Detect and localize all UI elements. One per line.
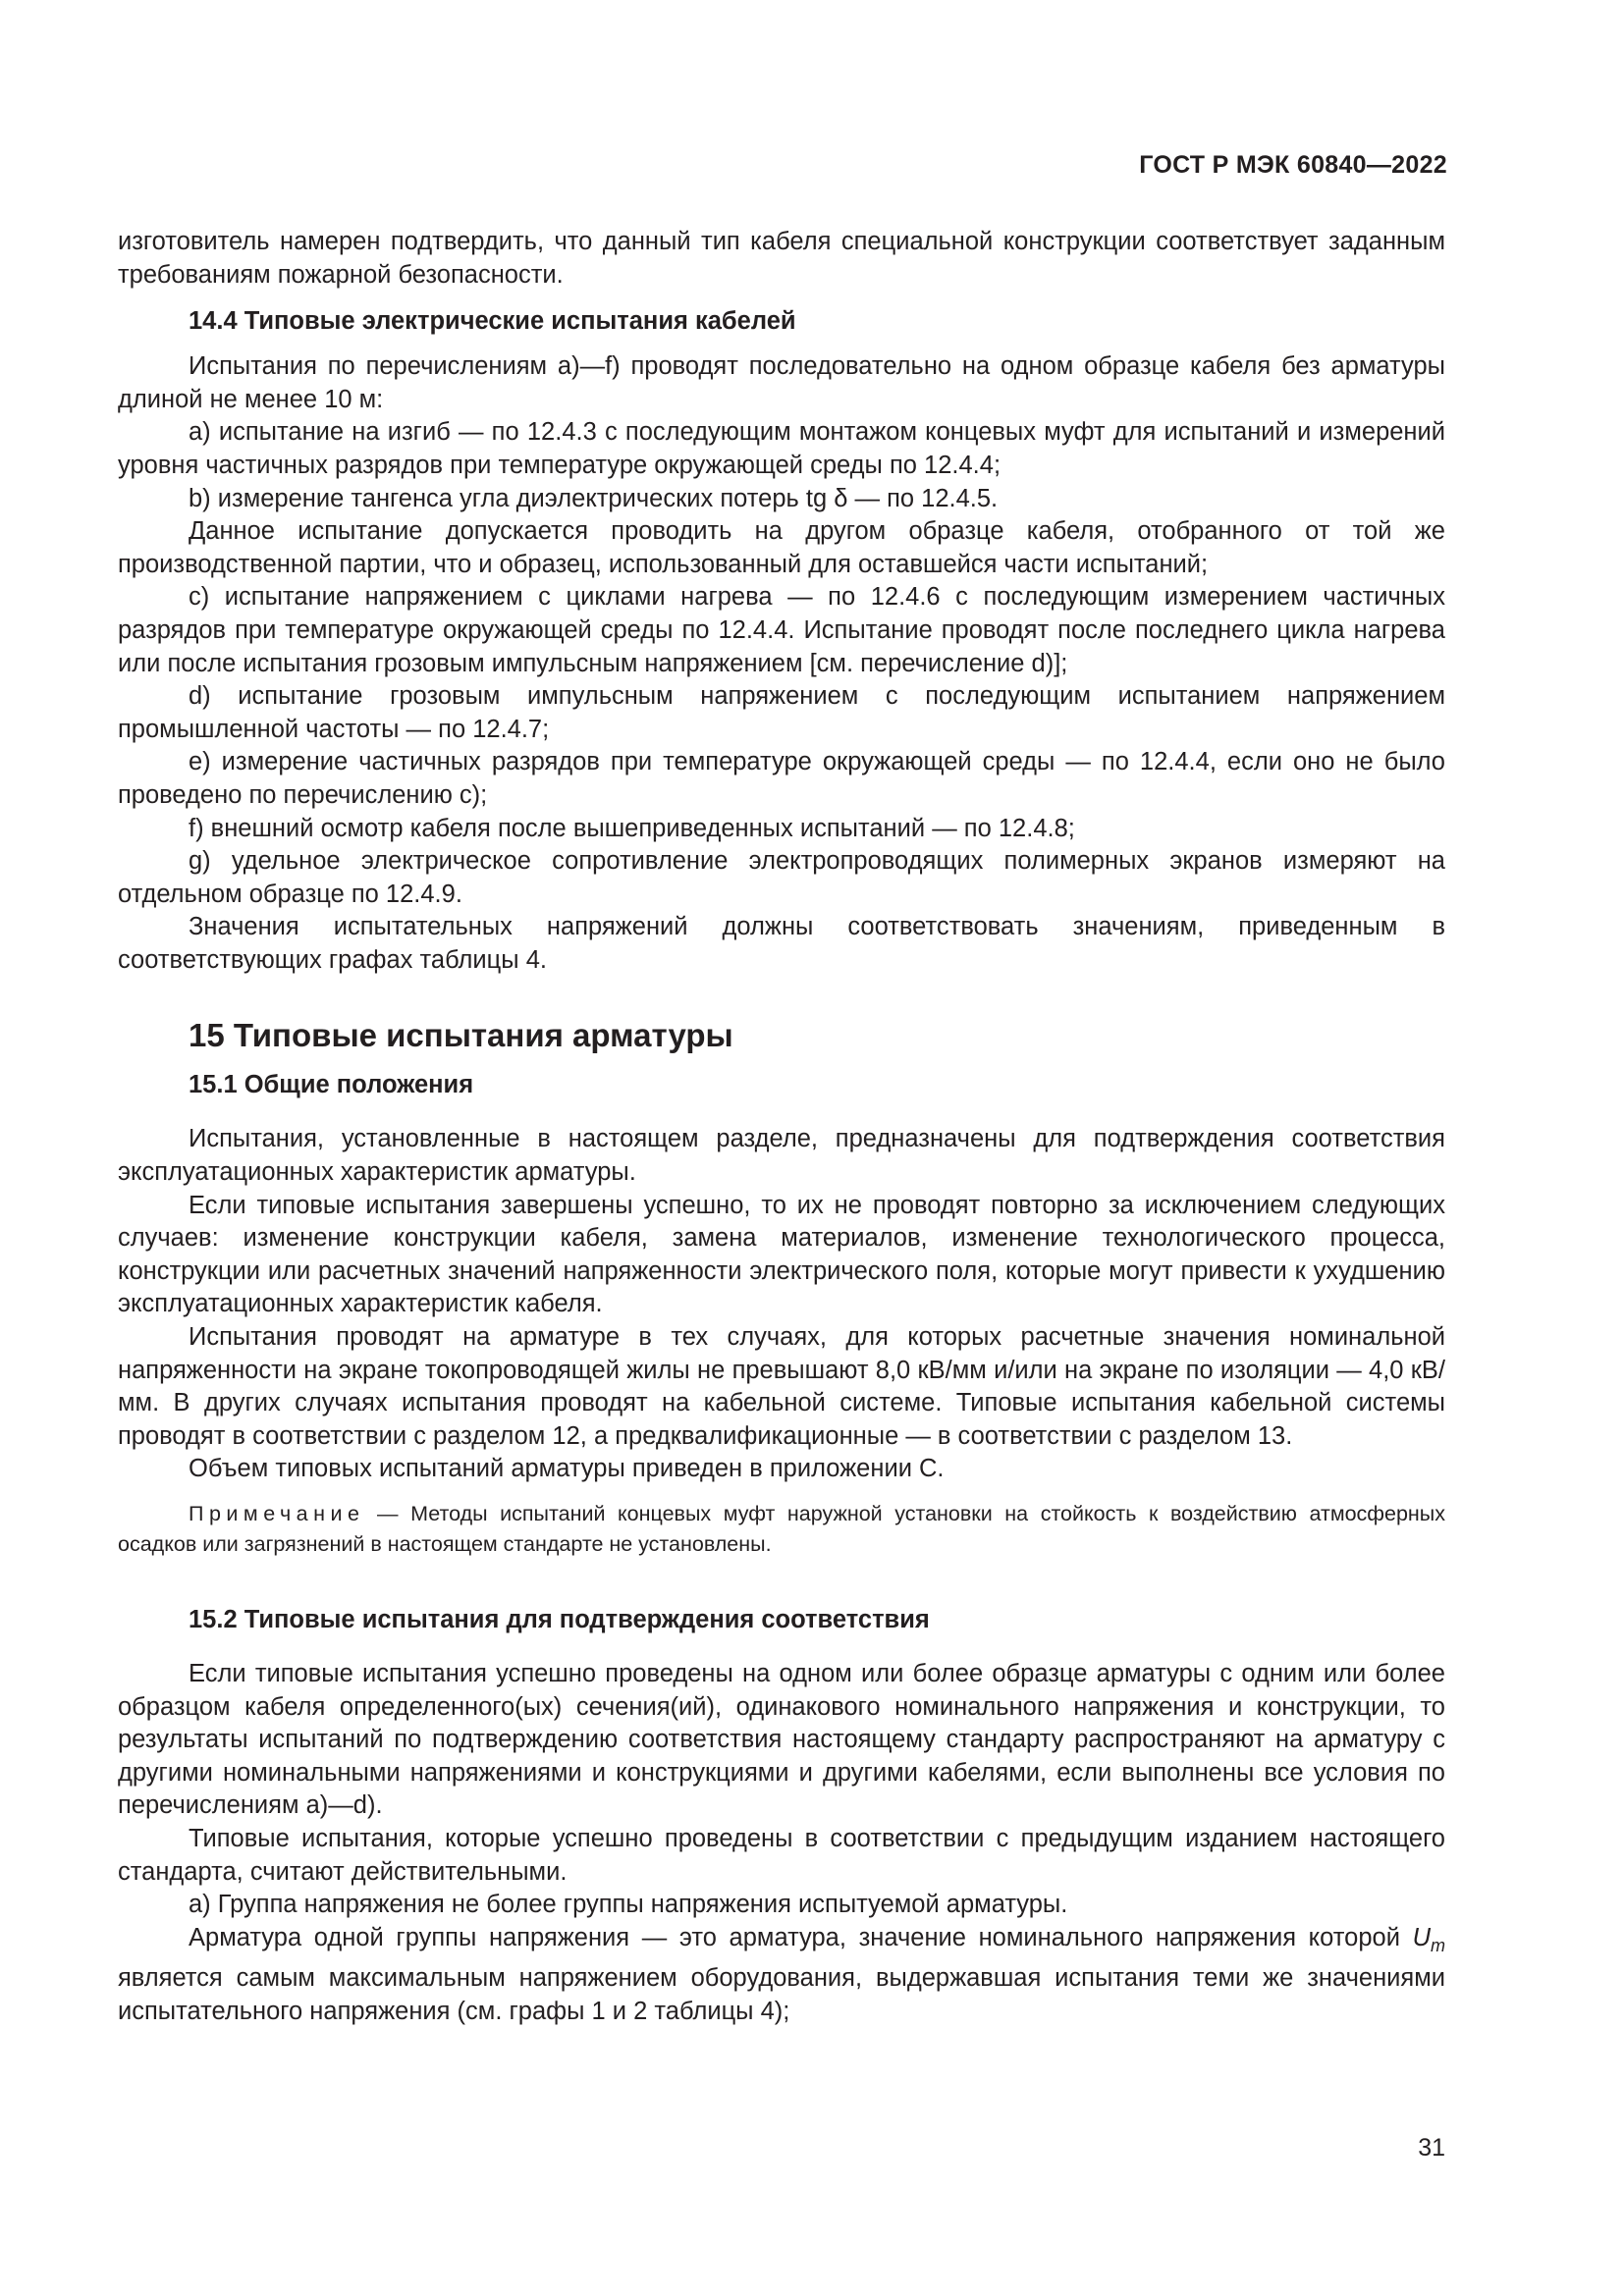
s14-4-item-g: g) удельное электрическое сопротивление электропроводящих полимерных экранов измеряют на отдельном образце по 12.4.9. bbox=[118, 847, 1445, 908]
s15-2-paragraph-3 bbox=[118, 1922, 1445, 2029]
um-subscript: m bbox=[1431, 1935, 1445, 1955]
intro-paragraph: изготовитель намерен подтвердить, что данный тип кабеля специальной конструкции соответствует заданным требованиям пожарной безопасности. bbox=[118, 228, 1445, 289]
s15-1-paragraph-1: Испытания, установленные в настоящем разделе, предназначены для подтверждения соответствия эксплуатационных характеристик арматуры. bbox=[118, 1125, 1445, 1187]
s14-4-item-c: c) испытание напряжением с циклами нагрева — по 12.4.6 с последующим измерением частичных разрядов при температуре окружающей среды по 12.4.4. Испытание проводят после последнего цикла нагрева или после испытания грозовым импульсным напряжением [см. перечисление d)]; bbox=[118, 583, 1445, 677]
page-body bbox=[118, 226, 1445, 2029]
s15-1-note bbox=[118, 1499, 1445, 1560]
document-id-header: ГОСТ Р МЭК 60840—2022 bbox=[1139, 151, 1447, 179]
section-15-2-heading: 15.2 Типовые испытания для подтверждения соответствия bbox=[189, 1606, 930, 1633]
s14-4-item-d: d) испытание грозовым импульсным напряжением с последующим испытанием напряжением промышленной частоты — по 12.4.7; bbox=[118, 682, 1445, 743]
section-14-4-heading: 14.4 Типовые электрические испытания кабелей bbox=[189, 307, 796, 336]
s15-2-p3-end: является самым максимальным напряжением оборудования, выдержавшая испытания теми же значениями испытательного напряжения (см. графы 1 и 2 таблицы 4); bbox=[118, 1964, 1445, 2026]
s14-4-item-b: b) измерение тангенса угла диэлектрических потерь tg δ — по 12.4.5. bbox=[189, 484, 999, 512]
s14-4-item-f: f) внешний осмотр кабеля после вышеприведенных испытаний — по 12.4.8; bbox=[189, 814, 1075, 842]
s15-2-p3-start: Арматура одной группы напряжения — это арматура, значение номинального напряжения которой bbox=[189, 1923, 1413, 1951]
s14-4-item-e: e) измерение частичных разрядов при температуре окружающей среды — по 12.4.4, если оно не было проведено по перечислению c); bbox=[118, 748, 1445, 809]
s15-2-item-a: a) Группа напряжения не более группы напряжения испытуемой арматуры. bbox=[189, 1891, 1068, 1919]
s15-1-paragraph-2: Если типовые испытания завершены успешно, то их не проводят повторно за исключением следующих случаев: изменение конструкции кабеля, замена материалов, изменение технологического процесса, конструкции или расчетных значений напряженности электрического поля, которые могут привести к ухудшению эксплуатационных характеристик кабеля. bbox=[118, 1191, 1445, 1318]
note-label: Примечание bbox=[189, 1502, 365, 1525]
s15-2-paragraph-2: Типовые испытания, которые успешно проведены в соответствии с предыдущим изданием настоящего стандарта, считают действительными. bbox=[118, 1824, 1445, 1886]
s14-4-closing-paragraph: Значения испытательных напряжений должны соответствовать значениям, приведенным в соответствующих графах таблицы 4. bbox=[118, 913, 1445, 974]
note-text: — Методы испытаний концевых муфт наружной установки на стойкость к воздействию атмосферных осадков или загрязнений в настоящем стандарте не установлены. bbox=[118, 1502, 1445, 1556]
s15-2-paragraph-1: Если типовые испытания успешно проведены на одном или более образце арматуры с одним или более образцом кабеля определенного(ых) сечения(ий), одинакового номинального напряжения и конструкции, то результаты испытаний по подтверждению соответствия настоящему стандарту распространяют на арматуру с другими номинальными напряжениями и конструкциями и другими кабелями, если выполнены все условия по перечислениям a)—d). bbox=[118, 1660, 1445, 1820]
page-number: 31 bbox=[1418, 2134, 1445, 2162]
s14-4-item-b-note: Данное испытание допускается проводить на другом образце кабеля, отобранного от той же производственной партии, что и образец, использованный для оставшейся части испытаний; bbox=[118, 517, 1445, 578]
um-variable: U bbox=[1412, 1923, 1431, 1951]
section-15-heading: 15 Типовые испытания арматуры bbox=[189, 1017, 733, 1054]
s15-1-paragraph-4: Объем типовых испытаний арматуры приведен в приложении С. bbox=[189, 1455, 945, 1483]
s15-1-paragraph-3: Испытания проводят на арматуре в тех случаях, для которых расчетные значения номинальной напряженности на экране токопроводящей жилы не превышают 8,0 кВ/мм и/или на экране по изоляции — 4,0 кВ/мм. В других случаях испытания проводят на кабельной системе. Типовые испытания кабельной системы проводят в соответствии с разделом 12, а предквалификационные — в соответствии с разделом 13. bbox=[118, 1323, 1445, 1450]
section-15-1-heading: 15.1 Общие положения bbox=[189, 1071, 474, 1099]
s14-4-paragraph: Испытания по перечислениям a)—f) проводят последовательно на одном образце кабеля без арматуры длиной не менее 10 м: bbox=[118, 352, 1445, 413]
s14-4-item-a: a) испытание на изгиб — по 12.4.3 с последующим монтажом концевых муфт для испытаний и измерений уровня частичных разрядов при температуре окружающей среды по 12.4.4; bbox=[118, 418, 1445, 479]
